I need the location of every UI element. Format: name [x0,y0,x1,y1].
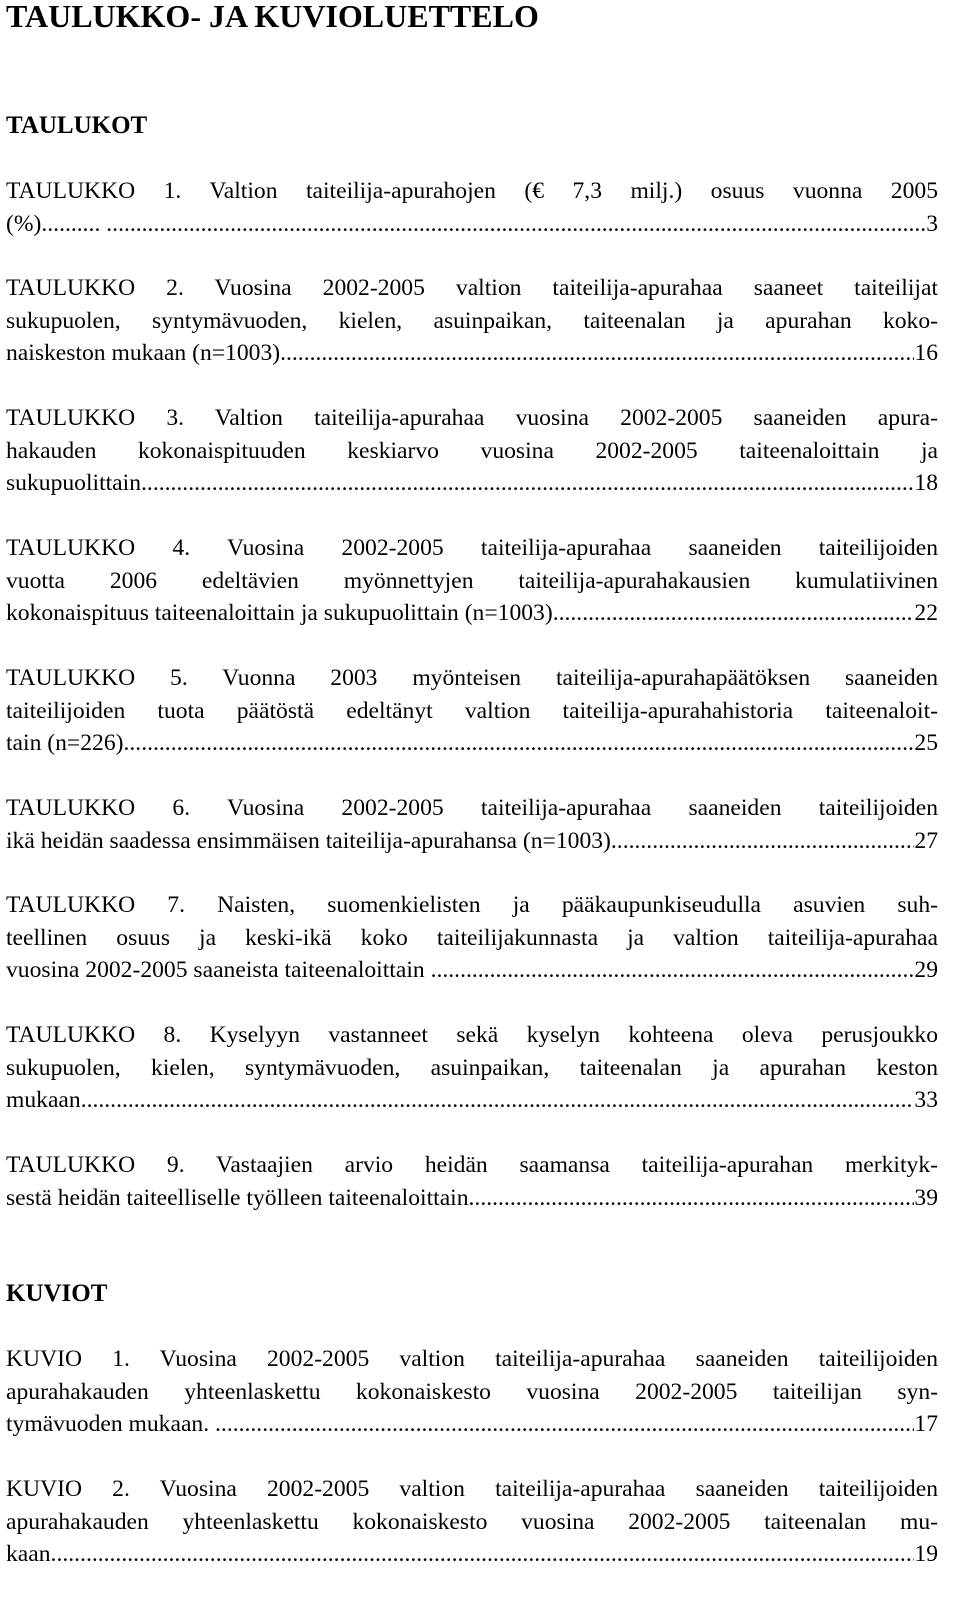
toc-entry-leader-line [6,1084,938,1117]
toc-entry-figure-1 [6,1343,938,1441]
toc-entry-line: TAULUKKO 6. Vuosina 2002-2005 taiteilija-apurahaa saaneiden taiteilijoiden [6,795,938,821]
toc-entry-line: TAULUKKO 8. Kyselyyn vastanneet sekä kyselyn kohteena oleva perusjoukko [6,1022,938,1048]
toc-entry-table-2 [6,272,938,370]
toc-entry-last-text: tymävuoden mukaan. ..... [6,1408,914,1441]
toc-entry-line: TAULUKKO 1. Valtion taiteilija-apurahojen (€ 7,3 milj.) osuus vuonna 2005 [6,178,938,204]
toc-entry-line: KUVIO 2. Vuosina 2002-2005 valtion taiteilija-apurahaa saaneiden taiteilijoiden [6,1476,938,1502]
toc-entry-leader-line [6,727,938,760]
toc-entry-line: apurahakauden yhteenlaskettu kokonaiskesto vuosina 2002-2005 taiteenalan mu- [6,1508,938,1535]
toc-entry-last-text: sukupuolittain ..... [6,467,914,500]
toc-entry-leader-line [6,1408,938,1441]
toc-entry-figure-2 [6,1473,938,1571]
toc-page-number: 3 [926,210,938,237]
toc-page-number: 25 [914,730,938,756]
toc-page-number: 19 [914,1541,938,1567]
toc-entry-leader-line [6,208,938,241]
toc-entry-leader-line [6,467,938,500]
toc-entry-leader-line [6,1538,938,1571]
toc-entry-line: KUVIO 1. Vuosina 2002-2005 valtion taiteilija-apurahaa saaneiden taiteilijoiden [6,1346,938,1372]
toc-entry-line: apurahakauden yhteenlaskettu kokonaiskesto vuosina 2002-2005 taiteilijan syn- [6,1378,938,1405]
toc-page-number: 27 [914,827,938,854]
toc-entry-line: sukupuolen, kielen, syntymävuoden, asuinpaikan, taiteenalan ja apurahan keston [6,1054,938,1081]
toc-entry-leader-line [6,337,938,370]
toc-page-number: 29 [914,957,938,983]
toc-entry-leader-line [6,954,938,987]
toc-entry-table-1 [6,175,938,240]
toc-page-number: 22 [914,600,938,626]
toc-entry-line: hakauden kokonaispituuden keskiarvo vuosina 2002-2005 taiteenaloittain ja [6,437,938,464]
toc-entry-table-6 [6,792,938,857]
toc-entry-line: taiteilijoiden tuota päätöstä edeltänyt valtion taiteilija-apurahahistoria taiteenaloit- [6,697,938,724]
toc-entry-leader-line [6,825,938,858]
toc-entry-last-text: mukaan ..... [6,1084,914,1117]
toc-entry-last-text: (%).......... ..... [6,208,926,241]
toc-entry-line: TAULUKKO 4. Vuosina 2002-2005 taiteilija-apurahaa saaneiden taiteilijoiden [6,535,938,561]
toc-entry-line: TAULUKKO 7. Naisten, suomenkielisten ja pääkaupunkiseudulla asuvien suh- [6,892,938,918]
toc-entry-table-8 [6,1019,938,1117]
page-title: TAULUKKO- JA KUVIOLUETTELO [6,0,539,34]
toc-entry-last-text: naiskeston mukaan (n=1003) ..... [6,337,914,370]
toc-entry-table-4 [6,532,938,630]
toc-entry-last-text: kaan ..... [6,1538,914,1571]
toc-entry-last-text: vuosina 2002-2005 saaneista taiteenaloittain ..... [6,954,914,987]
figures-heading: KUVIOT [6,1280,108,1307]
toc-page-number: 39 [914,1184,938,1211]
toc-entry-line: TAULUKKO 3. Valtion taiteilija-apurahaa vuosina 2002-2005 saaneiden apura- [6,405,938,431]
toc-entry-table-5 [6,662,938,760]
toc-entry-last-text: kokonaispituus taiteenaloittain ja sukupuolittain (n=1003) ..... [6,597,914,630]
toc-entry-line: TAULUKKO 2. Vuosina 2002-2005 valtion taiteilija-apurahaa saaneet taiteilijat [6,275,938,301]
toc-entry-table-7 [6,889,938,987]
toc-entry-leader-line [6,597,938,630]
tables-heading: TAULUKOT [6,112,148,139]
toc-entry-line: TAULUKKO 9. Vastaajien arvio heidän saamansa taiteilija-apurahan merkityk- [6,1152,938,1178]
toc-entry-last-text: ikä heidän saadessa ensimmäisen taiteilija-apurahansa (n=1003) ..... [6,825,914,858]
toc-entry-leader-line [6,1182,938,1215]
toc-page-number: 17 [914,1411,938,1437]
toc-entry-line: vuotta 2006 edeltävien myönnettyjen taiteilija-apurahakausien kumulatiivinen [6,567,938,594]
toc-page-number: 18 [914,470,938,496]
toc-page-number: 16 [914,340,938,366]
toc-entry-table-3 [6,402,938,500]
toc-entry-last-text: tain (n=226) ..... [6,727,914,760]
toc-entry-line: teellinen osuus ja keski-ikä koko taiteilijakunnasta ja valtion taiteilija-apurahaa [6,924,938,951]
toc-entry-table-9 [6,1149,938,1214]
toc-entry-line: TAULUKKO 5. Vuonna 2003 myönteisen taiteilija-apurahapäätöksen saaneiden [6,665,938,691]
toc-entry-line: sukupuolen, syntymävuoden, kielen, asuinpaikan, taiteenalan ja apurahan koko- [6,307,938,334]
toc-entry-last-text: sestä heidän taiteelliselle työlleen taiteenaloittain ..... [6,1182,914,1215]
toc-page-number: 33 [914,1087,938,1113]
